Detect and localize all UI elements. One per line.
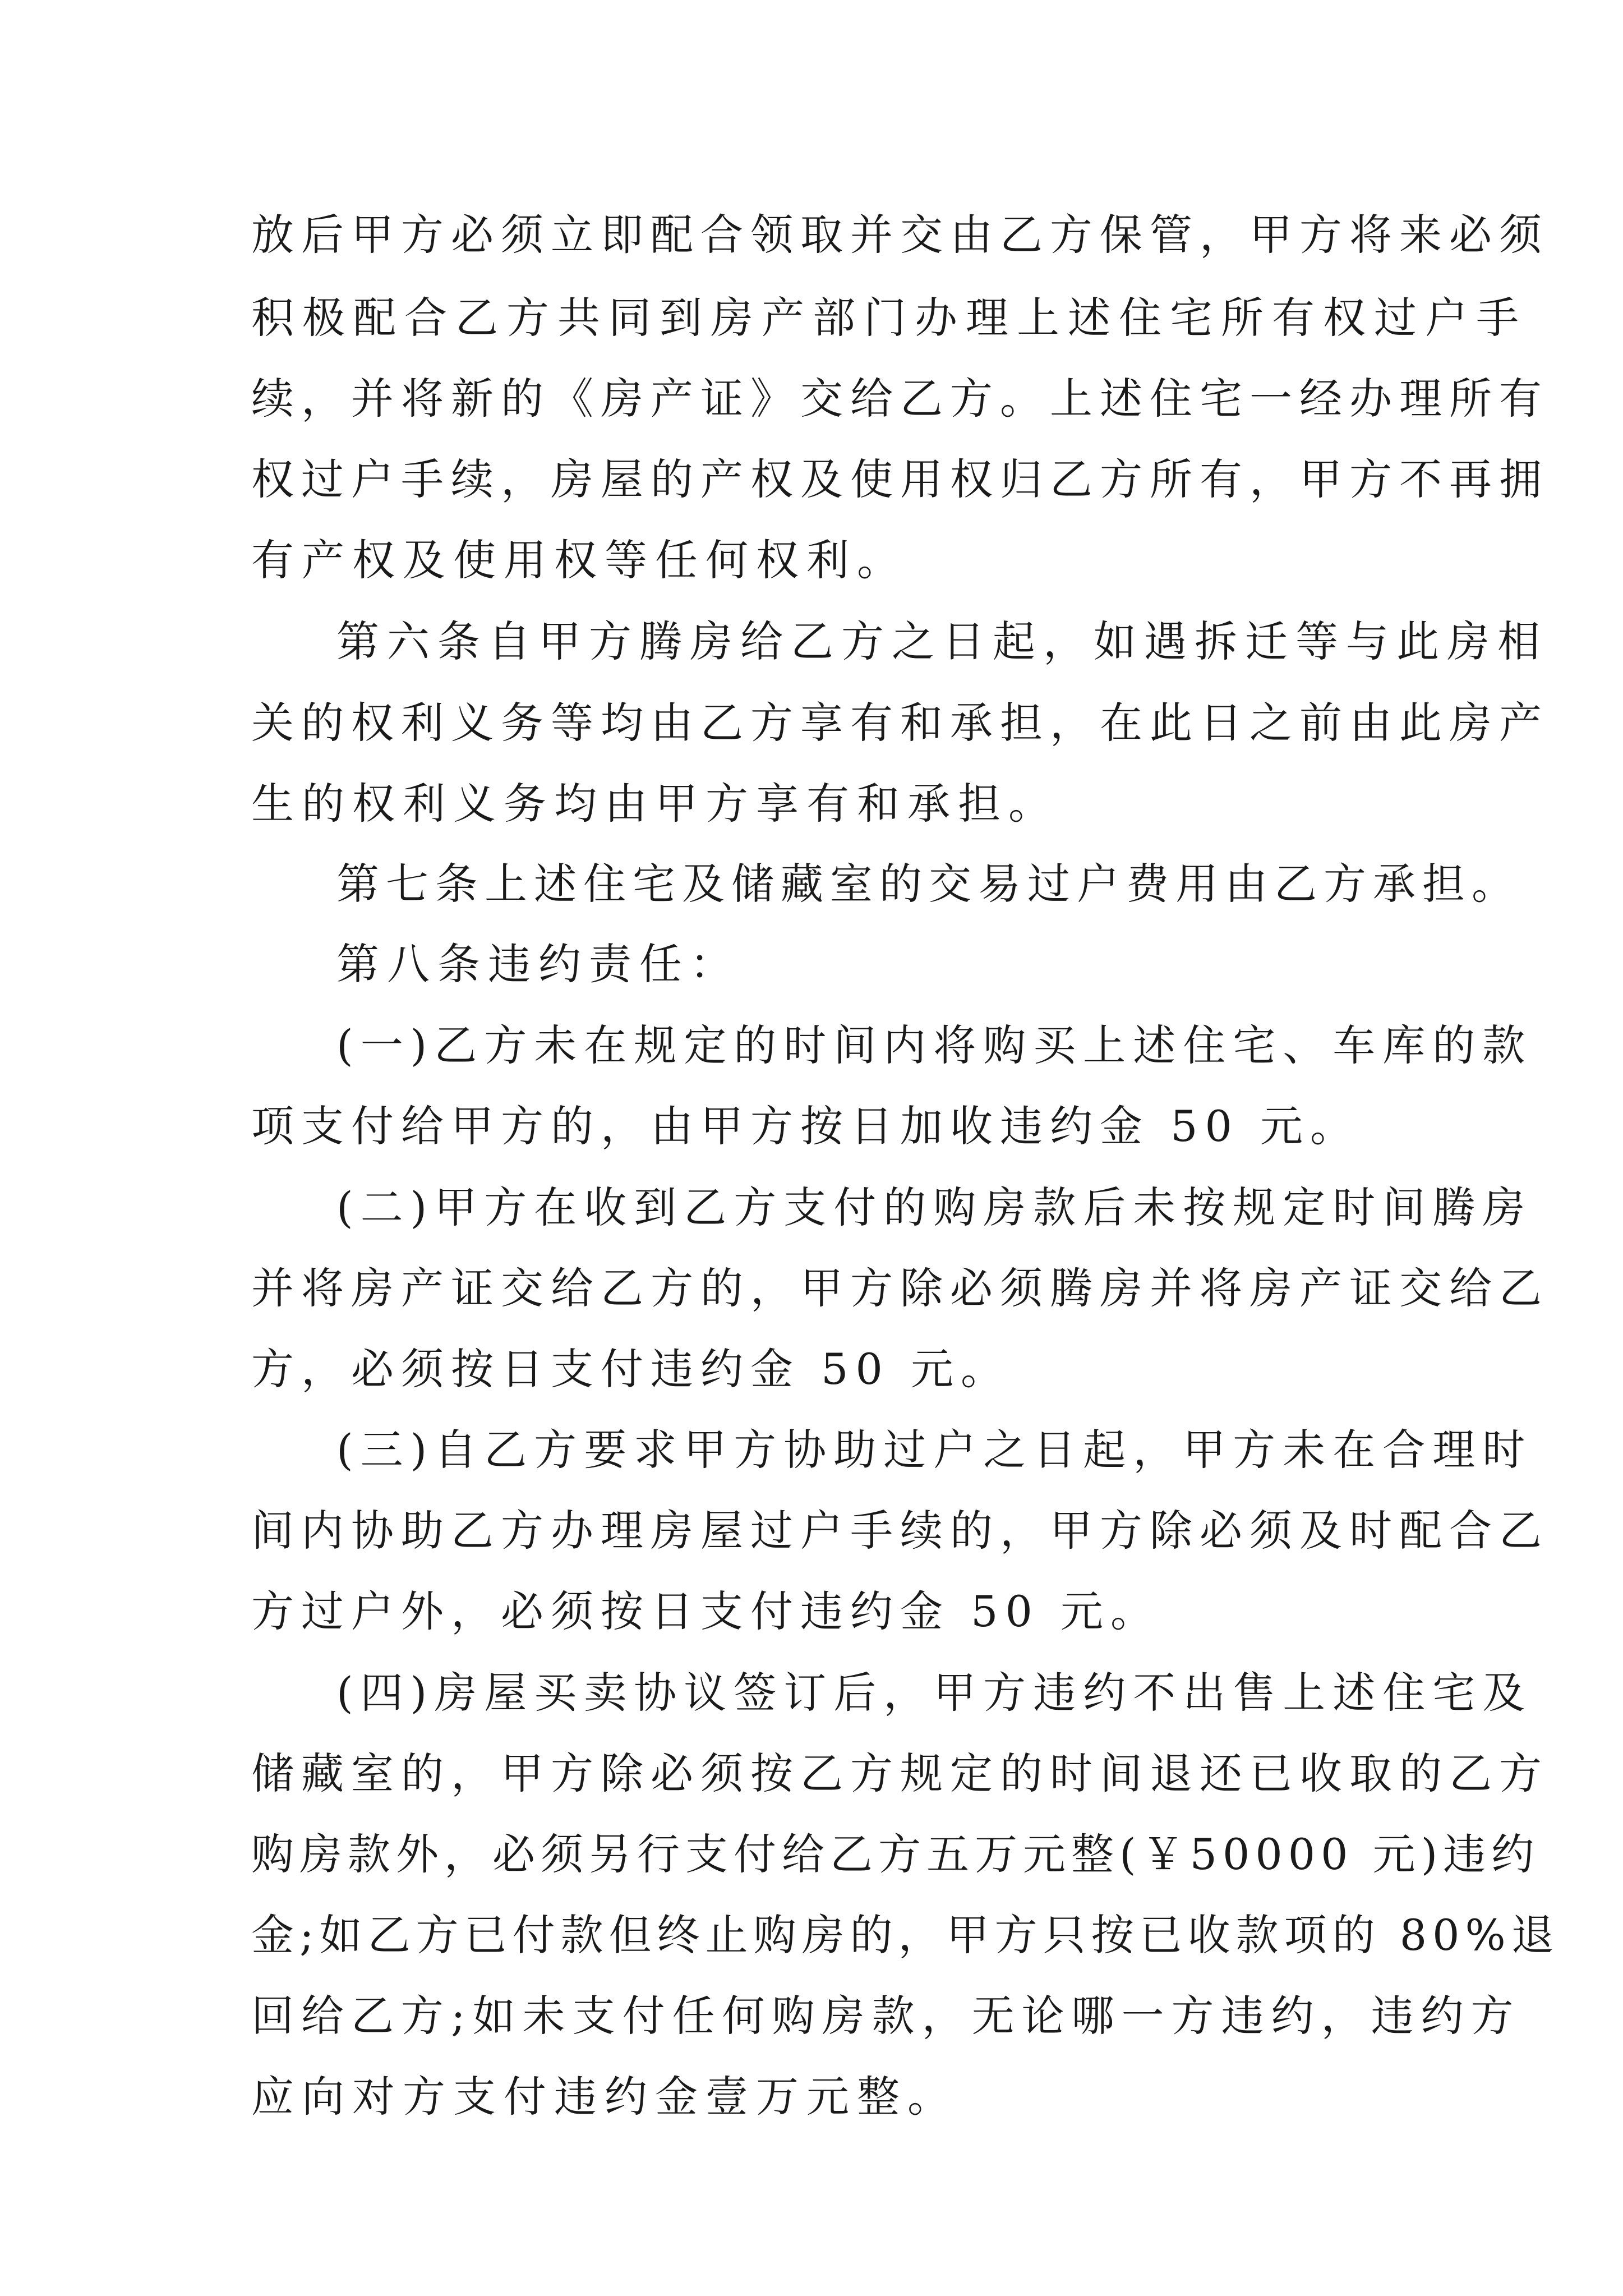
paragraph-line: 应向对方支付违约金壹万元整。 <box>251 2072 958 2122</box>
paragraph-line: (二)甲方在收到乙方支付的购房款后未按规定时间腾房 <box>336 1182 1533 1232</box>
paragraph-line: 金;如乙方已付款但终止购房的，甲方只按已收款项的 80%退 <box>251 1910 1560 1960</box>
paragraph-line: 第七条上述住宅及储藏室的交易过户费用由乙方承担。 <box>336 859 1521 909</box>
paragraph-line: 关的权利义务等均由乙方享有和承担，在此日之前由此房产 <box>251 698 1549 748</box>
paragraph-line: 并将房产证交给乙方的，甲方除必须腾房并将房产证交给乙 <box>251 1263 1549 1313</box>
paragraph-line: 方过户外，必须按日支付违约金 50 元。 <box>251 1586 1161 1636</box>
paragraph-line: (四)房屋买卖协议签订后，甲方违约不出售上述住宅及 <box>336 1668 1533 1718</box>
paragraph-line: 续，并将新的《房产证》交给乙方。上述住宅一经办理所有 <box>251 374 1549 424</box>
paragraph-line: 购房款外，必须另行支付给乙方五万元整(￥50000 元)违约 <box>251 1829 1540 1879</box>
paragraph-line: (一)乙方未在规定的时间内将购买上述住宅、车库的款 <box>336 1020 1533 1070</box>
paragraph-line: 生的权利义务均由甲方享有和承担。 <box>251 779 1059 829</box>
paragraph-line: 有产权及使用权等任何权利。 <box>251 535 907 585</box>
paragraph-line: 方，必须按日支付违约金 50 元。 <box>251 1344 1011 1394</box>
paragraph-line: 项支付给甲方的，由甲方按日加收违约金 50 元。 <box>251 1101 1361 1151</box>
paragraph-line: 第八条违约责任： <box>336 939 740 989</box>
paragraph-line: 间内协助乙方办理房屋过户手续的，甲方除必须及时配合乙 <box>251 1506 1549 1556</box>
paragraph-line: 回给乙方;如未支付任何购房款，无论哪一方违约，违约方 <box>251 1991 1521 2041</box>
paragraph-line: 第六条自甲方腾房给乙方之日起，如遇拆迁等与此房相 <box>336 616 1548 666</box>
paragraph-line: (三)自乙方要求甲方协助过户之日起，甲方未在合理时 <box>336 1425 1533 1475</box>
paragraph-line: 权过户手续，房屋的产权及使用权归乙方所有，甲方不再拥 <box>251 454 1549 504</box>
paragraph-line: 积极配合乙方共同到房产部门办理上述住宅所有权过户手 <box>251 293 1527 343</box>
paragraph-line: 放后甲方必须立即配合领取并交由乙方保管，甲方将来必须 <box>251 210 1549 260</box>
paragraph-line: 储藏室的，甲方除必须按乙方规定的时间退还已收取的乙方 <box>251 1749 1549 1798</box>
